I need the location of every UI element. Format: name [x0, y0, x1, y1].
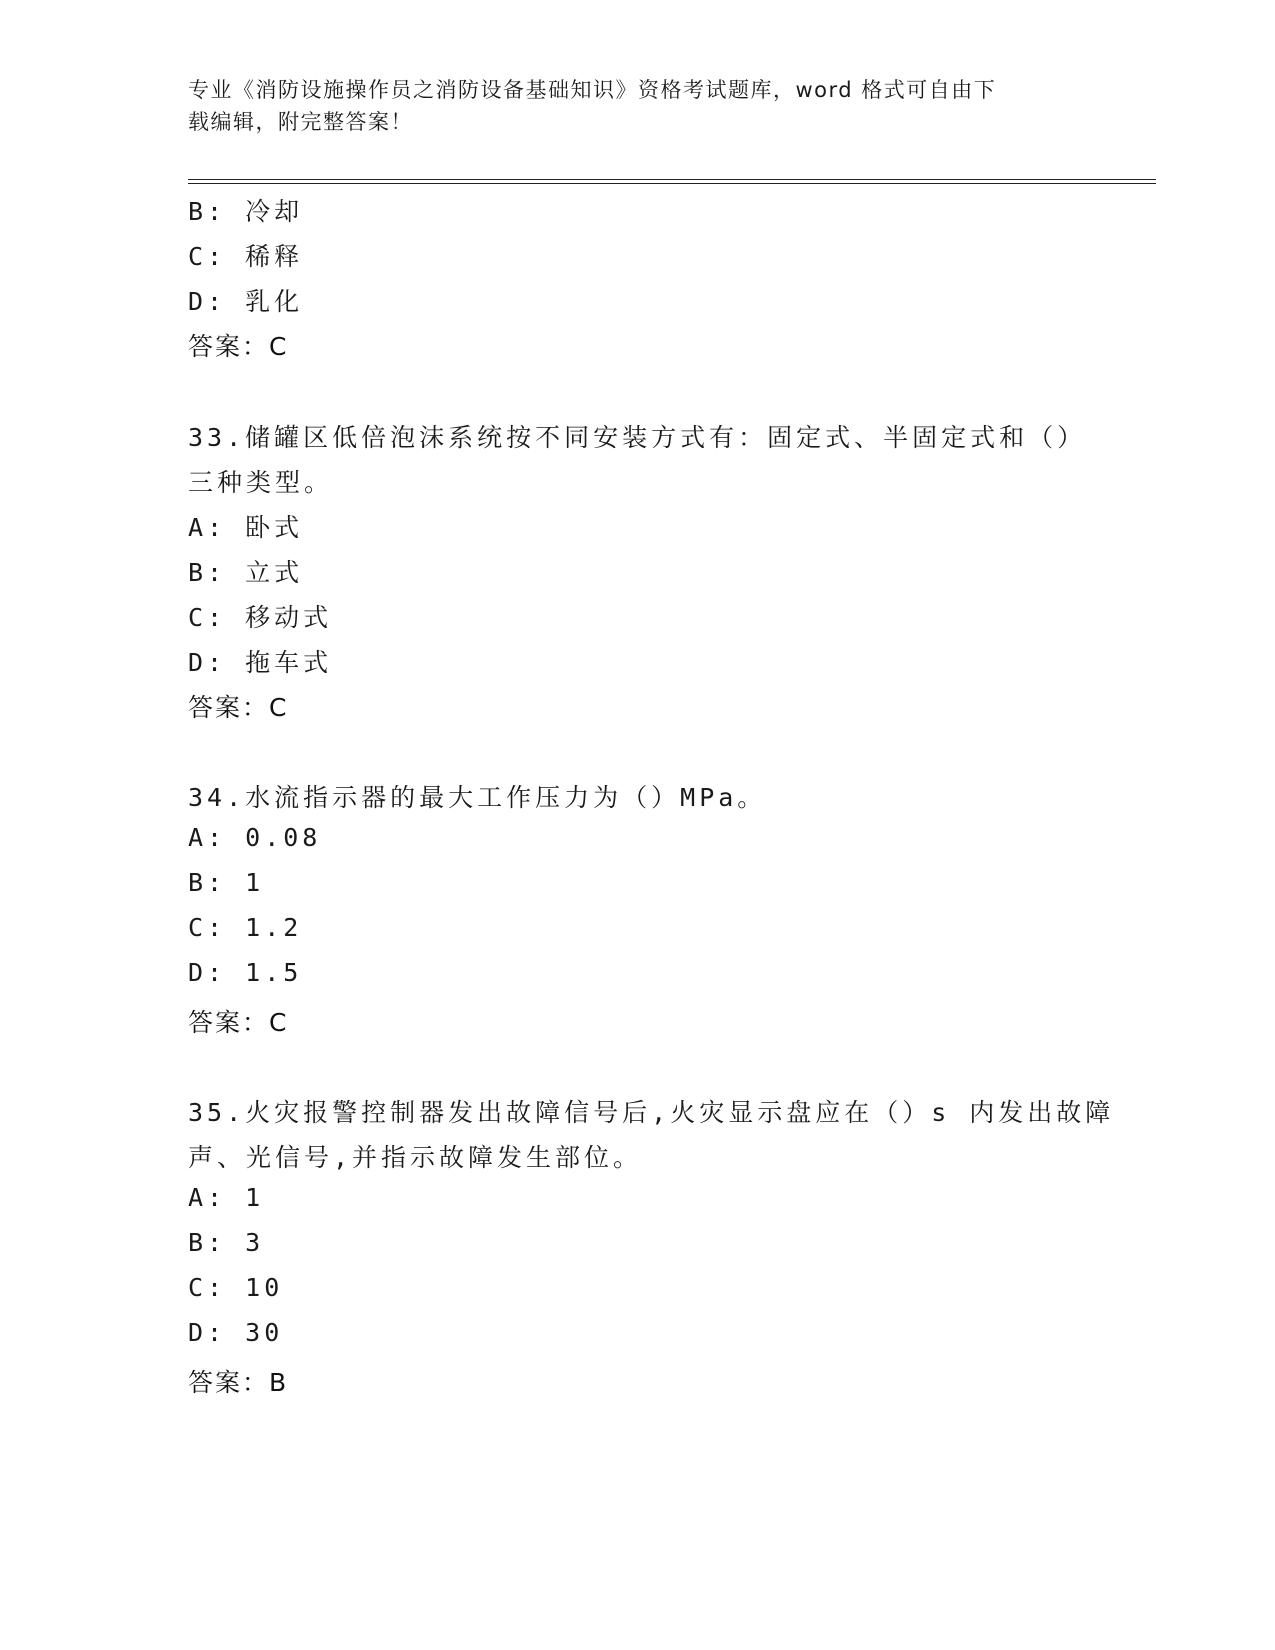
q34-option-b: B: 1 [188, 868, 265, 897]
q33-stem-line-2: 三种类型。 [188, 468, 334, 497]
q34-stem-line-1: 34.水流指示器的最大工作压力为（）MPa。 [188, 783, 767, 812]
q34-answer: 答案：C [188, 1008, 289, 1037]
header-line-1: 专业《消防设施操作员之消防设备基础知识》资格考试题库，word 格式可自由下 [188, 78, 997, 102]
header-divider-bottom [188, 183, 1156, 184]
q33-answer: 答案：C [188, 693, 289, 722]
q35-option-d: D: 30 [188, 1318, 284, 1347]
q35-stem-line-2: 声、光信号,并指示故障发生部位。 [188, 1143, 643, 1172]
q32-option-b: B: 冷却 [188, 197, 304, 226]
q33-option-b: B: 立式 [188, 558, 304, 587]
q35-option-a: A: 1 [188, 1183, 265, 1212]
q33-stem-line-1: 33.储罐区低倍泡沫系统按不同安装方式有：固定式、半固定式和（） [188, 423, 1087, 452]
header-line-2: 载编辑，附完整答案！ [188, 110, 413, 134]
q33-option-c: C: 移动式 [188, 603, 333, 632]
q34-option-c: C: 1.2 [188, 913, 303, 942]
document-header [188, 74, 1088, 138]
q32-option-d: D: 乳化 [188, 287, 304, 316]
q33-option-d: D: 拖车式 [188, 648, 333, 677]
q35-option-c: C: 10 [188, 1273, 284, 1302]
q35-stem-line-1: 35.火灾报警控制器发出故障信号后,火灾显示盘应在（）s 内发出故障 [188, 1098, 1115, 1127]
q32-answer: 答案：C [188, 332, 289, 361]
header-divider-top [188, 179, 1156, 180]
q34-option-a: A: 0.08 [188, 823, 322, 852]
q34-option-d: D: 1.5 [188, 958, 303, 987]
q32-option-c: C: 稀释 [188, 242, 304, 271]
q35-answer: 答案：B [188, 1368, 289, 1397]
q35-option-b: B: 3 [188, 1228, 265, 1257]
q33-option-a: A: 卧式 [188, 513, 304, 542]
